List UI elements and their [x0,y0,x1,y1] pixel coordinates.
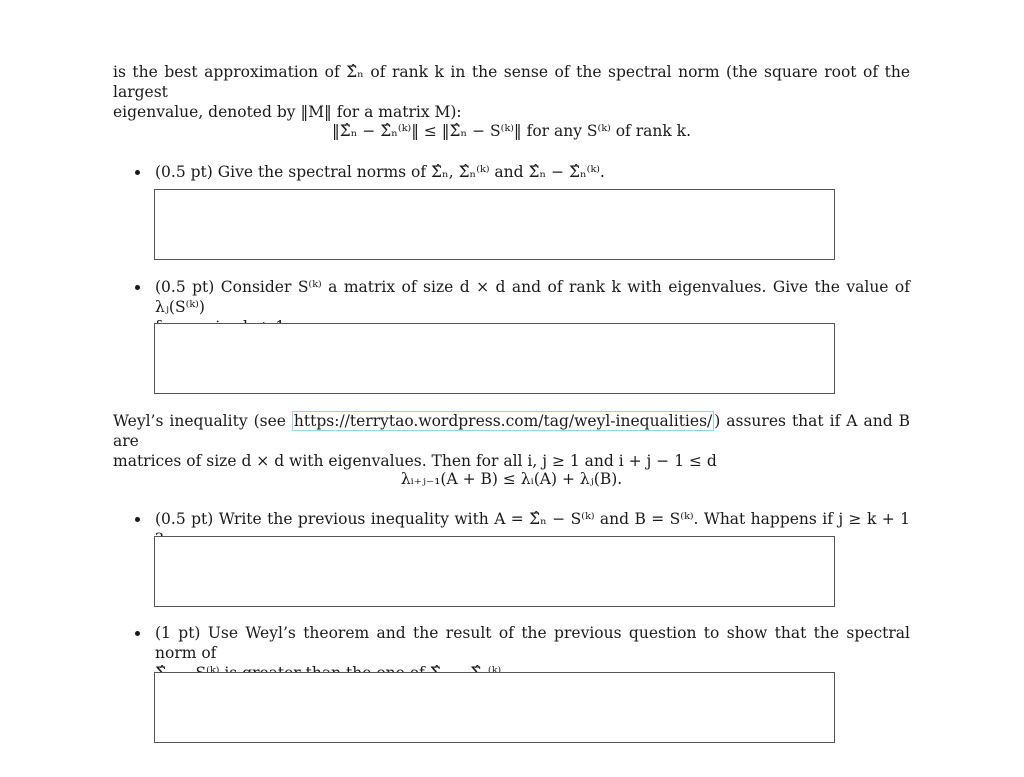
bullet-icon [135,285,140,290]
question-2-line-1: (0.5 pt) Consider S⁽ᵏ⁾ a matrix of size d × d and of rank k with eigenvalues. Give the value of λⱼ(S⁽ᵏ⁾) [155,278,910,316]
weyl-text-before-link: Weyl’s inequality (see [113,412,292,430]
equation-weyl-inequality: λᵢ₊ⱼ₋₁(A + B) ≤ λᵢ(A) + λⱼ(B). [400,470,623,488]
weyl-paragraph [113,411,910,471]
weyl-text-after-link: ) assures that if A and B are [113,412,910,450]
answer-input-3[interactable] [155,537,834,606]
answer-input-1[interactable] [155,190,834,259]
bullet-icon [135,170,140,175]
answer-box-2[interactable] [154,323,835,394]
weyl-line-1 [113,411,910,451]
intro-line-2: eigenvalue, denoted by ‖M‖ for a matrix M): [113,103,462,121]
answer-box-4[interactable] [154,672,835,743]
bullet-icon [135,631,140,636]
weyl-inequalities-link[interactable]: https://terrytao.wordpress.com/tag/weyl-inequalities/ [293,412,713,430]
intro-line-1: is the best approximation of Σ̂ₙ of rank k in the sense of the spectral norm (the square root of the largest [113,63,910,101]
weyl-line-2: matrices of size d × d with eigenvalues. Then for all i, j ≥ 1 and i + j − 1 ≤ d [113,452,717,470]
question-3-text: (0.5 pt) Write the previous inequality with A = Σ̂ₙ − S⁽ᵏ⁾ and B = S⁽ᵏ⁾. What happens if j ≥ k + 1 [155,510,910,528]
answer-input-2[interactable] [155,324,834,393]
answer-box-3[interactable] [154,536,835,607]
question-1-text: (0.5 pt) Give the spectral norms of Σ̂ₙ, Σ̂ₙ⁽ᵏ⁾ and Σ̂ₙ − Σ̂ₙ⁽ᵏ⁾. [155,163,605,181]
answer-box-1[interactable] [154,189,835,260]
equation-best-approximation: ‖Σ̂ₙ − Σ̂ₙ⁽ᵏ⁾‖ ≤ ‖Σ̂ₙ − S⁽ᵏ⁾‖ for any S⁽ᵏ⁾ of rank k. [332,122,691,140]
question-4-line-1: (1 pt) Use Weyl’s theorem and the result of the previous question to show that the spectral norm of [155,624,910,662]
bullet-icon [135,517,140,522]
answer-input-4[interactable] [155,673,834,742]
intro-paragraph [113,62,910,122]
